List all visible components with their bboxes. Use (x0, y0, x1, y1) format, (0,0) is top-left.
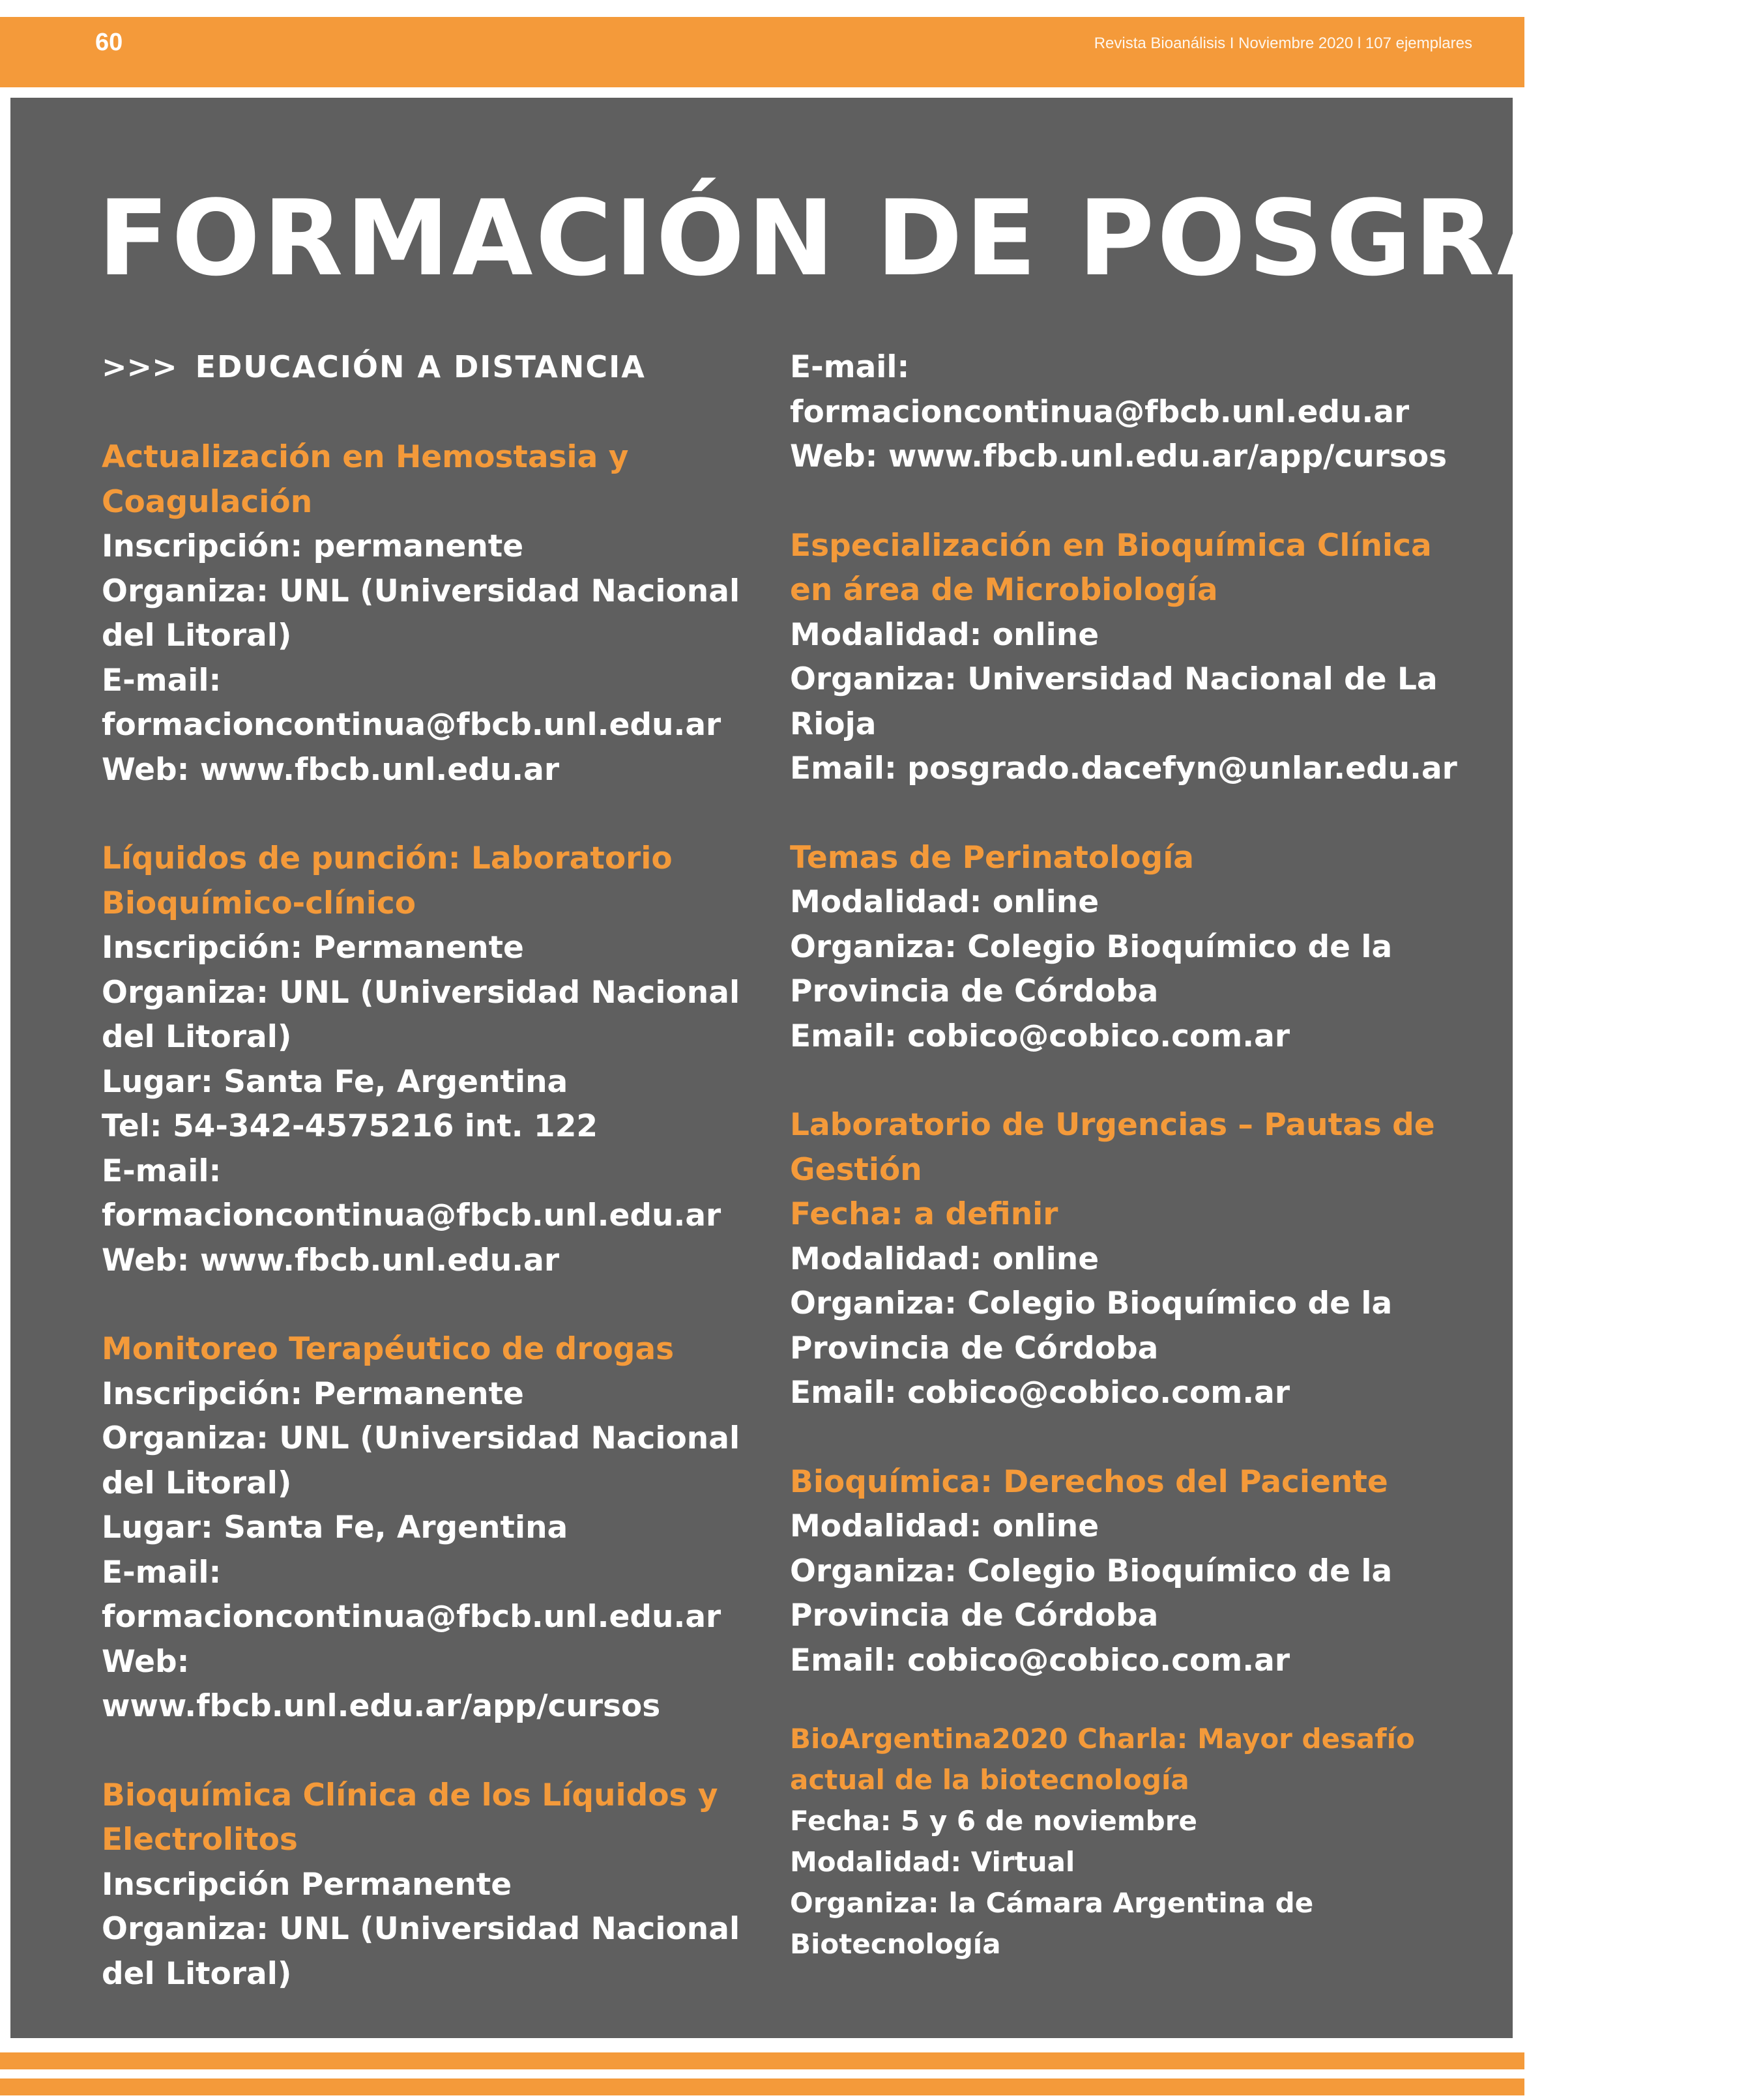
course-title: Bioquímica: Derechos del Paciente (790, 1463, 1388, 1500)
publication-info: Revista Bioanálisis I Noviembre 2020 l 107 ejemplares (1094, 35, 1472, 52)
course-detail: Fecha: 5 y 6 de noviembre (790, 1805, 1197, 1837)
course-detail: Organiza: UNL (Universidad Nacional del Litoral) (102, 573, 740, 654)
course-title: Temas de Perinatología (790, 839, 1195, 876)
course-detail: Organiza: UNL (Universidad Nacional del Litoral) (102, 1420, 740, 1501)
course-title: Laboratorio de Urgencias – Pautas de Gestión (790, 1107, 1435, 1188)
course-detail: Organiza: Universidad Nacional de La Rioja (790, 661, 1438, 742)
course-detail: E-mail: formacioncontinua@fbcb.unl.edu.ar (790, 349, 1410, 430)
course-item (102, 837, 740, 1283)
course-detail: Inscripción: permanente (102, 528, 524, 564)
course-title: Especialización en Bioquímica Clínica en área de Microbiología (790, 527, 1432, 608)
course-item (102, 1327, 740, 1729)
section-label: EDUCACIÓN A DISTANCIA (195, 349, 646, 384)
left-column (102, 435, 740, 2041)
course-detail: Inscripción: Permanente (102, 930, 524, 966)
course-detail: Organiza: Colegio Bioquímico de la Provincia de Córdoba (790, 1286, 1393, 1366)
course-detail: Modalidad: online (790, 616, 1099, 653)
course-detail: Modalidad: online (790, 884, 1099, 920)
course-title: Monitoreo Terapéutico de drogas (102, 1331, 675, 1367)
course-detail: Web: www.fbcb.unl.edu.ar/app/cursos (790, 439, 1448, 474)
course-title: Actualización en Hemostasia y Coagulación (102, 439, 629, 520)
course-detail: Organiza: la Cámara Argentina de Biotecnología (790, 1887, 1314, 1960)
course-detail: Email: cobico@cobico.com.ar (790, 1642, 1290, 1678)
course-detail: Email: cobico@cobico.com.ar (790, 1375, 1290, 1411)
course-detail: Modalidad: online (790, 1241, 1099, 1277)
footer-stripe (0, 2052, 1524, 2069)
course-detail: Lugar: Santa Fe, Argentina (102, 1510, 568, 1546)
course-detail: Lugar: Santa Fe, Argentina (102, 1063, 568, 1100)
page-title: FORMACIÓN DE POSGRADO (98, 177, 1761, 299)
page-number: 60 (95, 29, 123, 56)
course-detail: Email: posgrado.dacefyn@unlar.edu.ar (790, 751, 1457, 786)
course-detail: E-mail: formacioncontinua@fbcb.unl.edu.ar (102, 1554, 721, 1635)
course-detail: Organiza: UNL (Universidad Nacional del Litoral) (102, 1911, 740, 1992)
section-heading (102, 349, 646, 384)
course-item (790, 1718, 1461, 1964)
right-column (790, 345, 1461, 2009)
arrows-icon: >>> (102, 349, 177, 384)
course-detail: Email: cobico@cobico.com.ar (790, 1018, 1290, 1054)
course-item (790, 1103, 1461, 1416)
course-item (102, 1774, 740, 1997)
course-item (102, 435, 740, 792)
course-detail: Inscripción: Permanente (102, 1375, 524, 1412)
course-title: BioArgentina2020 Charla: Mayor desafío actual de la biotecnología (790, 1723, 1415, 1796)
course-detail: Organiza: UNL (Universidad Nacional del Litoral) (102, 974, 740, 1055)
course-detail: Web: www.fbcb.unl.edu.ar (102, 1242, 560, 1278)
course-detail: Modalidad: Virtual (790, 1846, 1075, 1878)
course-detail: Tel: 54-342-4575216 int. 122 (102, 1108, 598, 1144)
course-detail: Inscripción Permanente (102, 1866, 512, 1903)
course-detail: Organiza: Colegio Bioquímico de la Provincia de Córdoba (790, 1553, 1393, 1633)
course-detail: Modalidad: online (790, 1508, 1099, 1544)
course-item (790, 524, 1461, 792)
course-item (790, 1460, 1461, 1684)
course-continuation (790, 345, 1461, 480)
course-detail: Web: www.fbcb.unl.edu.ar/app/cursos (102, 1643, 661, 1724)
course-title: Líquidos de punción: Laboratorio Bioquímico-clínico (102, 841, 673, 921)
footer-stripe (0, 2078, 1524, 2095)
course-detail: Organiza: Colegio Bioquímico de la Provincia de Córdoba (790, 928, 1393, 1009)
course-date: Fecha: a definir (790, 1196, 1058, 1232)
course-detail: E-mail: formacioncontinua@fbcb.unl.edu.ar (102, 662, 721, 743)
course-detail: Web: www.fbcb.unl.edu.ar (102, 751, 560, 788)
course-detail: E-mail: formacioncontinua@fbcb.unl.edu.ar (102, 1153, 721, 1233)
course-title: Bioquímica Clínica de los Líquidos y Electrolitos (102, 1777, 718, 1858)
course-item (790, 836, 1461, 1059)
